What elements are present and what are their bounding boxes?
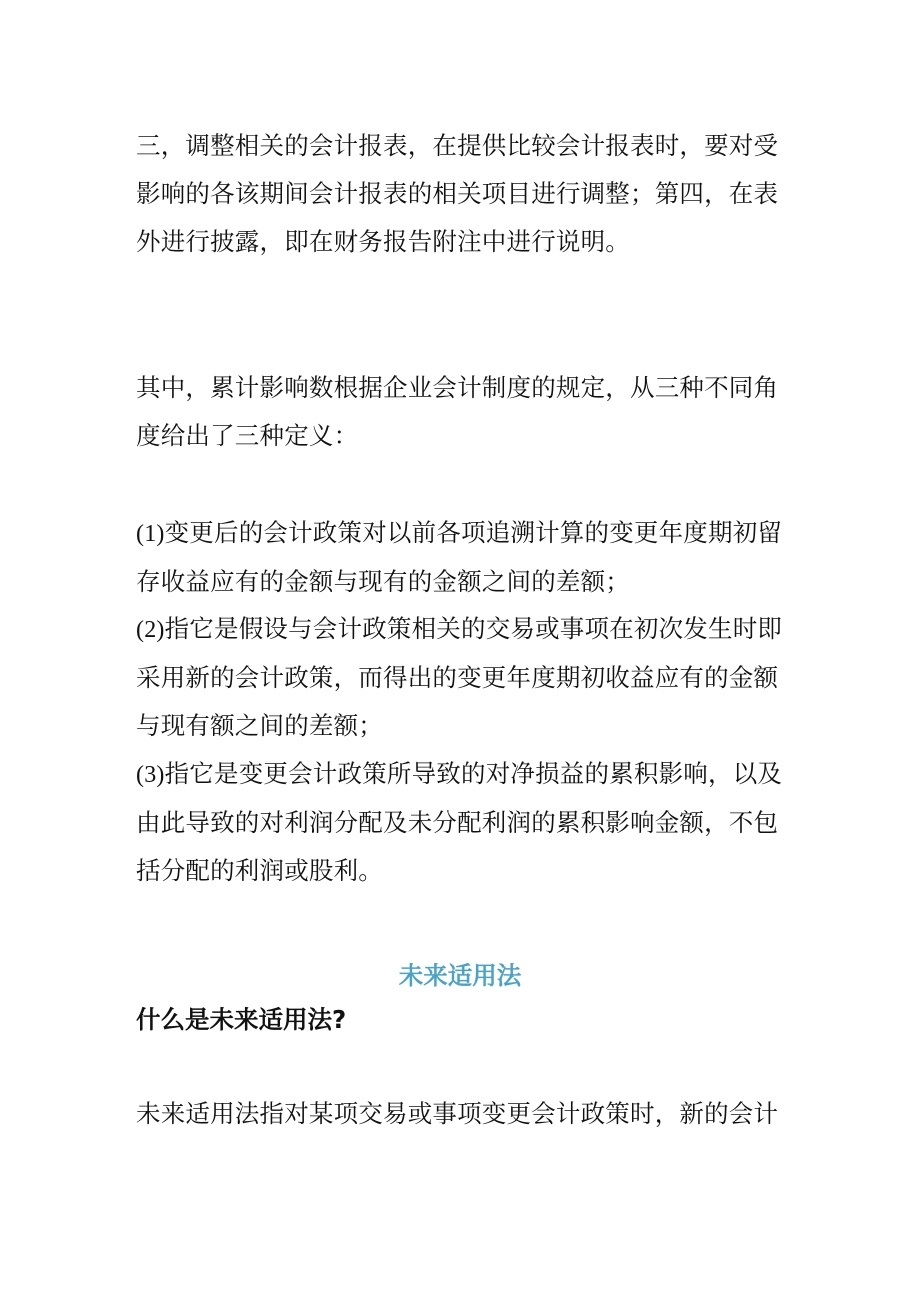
section-question: 什么是未来适用法? xyxy=(136,1005,347,1034)
paragraph-prospective-method: 未来适用法指对某项交易或事项变更会计政策时，新的会计 xyxy=(136,1099,779,1128)
definition-item-1 xyxy=(136,509,796,606)
definition-text: 指它是变更会计政策所导致的对净损益的累积影响，以及由此导致的对利润分配及未分配利润的累积影响金额，不包括分配的利润或股利。 xyxy=(136,759,783,885)
paragraph-cumulative-effect-intro: 其中，累计影响数根据企业会计制度的规定，从三种不同角度给出了三种定义： xyxy=(136,373,779,450)
section-title: 未来适用法 xyxy=(398,961,522,990)
definition-item-2 xyxy=(136,605,796,750)
definition-number: (1) xyxy=(136,521,165,547)
definition-item-3 xyxy=(136,750,796,895)
definition-text: 指它是假设与会计政策相关的交易或事项在初次发生时即采用新的会计政策，而得出的变更年度期初收益应有的金额与现有额之间的差额； xyxy=(136,614,783,740)
definition-number: (3) xyxy=(136,762,165,788)
paragraph-adjustment-steps: 三，调整相关的会计报表，在提供比较会计报表时，要对受影响的各该期间会计报表的相关项目进行调整；第四，在表外进行披露，即在财务报告附注中进行说明。 xyxy=(136,131,779,256)
definition-text: 变更后的会计政策对以前各项追溯计算的变更年度期初留存收益应有的金额与现有的金额之间的差额； xyxy=(136,518,783,596)
definition-number: (2) xyxy=(136,617,165,643)
